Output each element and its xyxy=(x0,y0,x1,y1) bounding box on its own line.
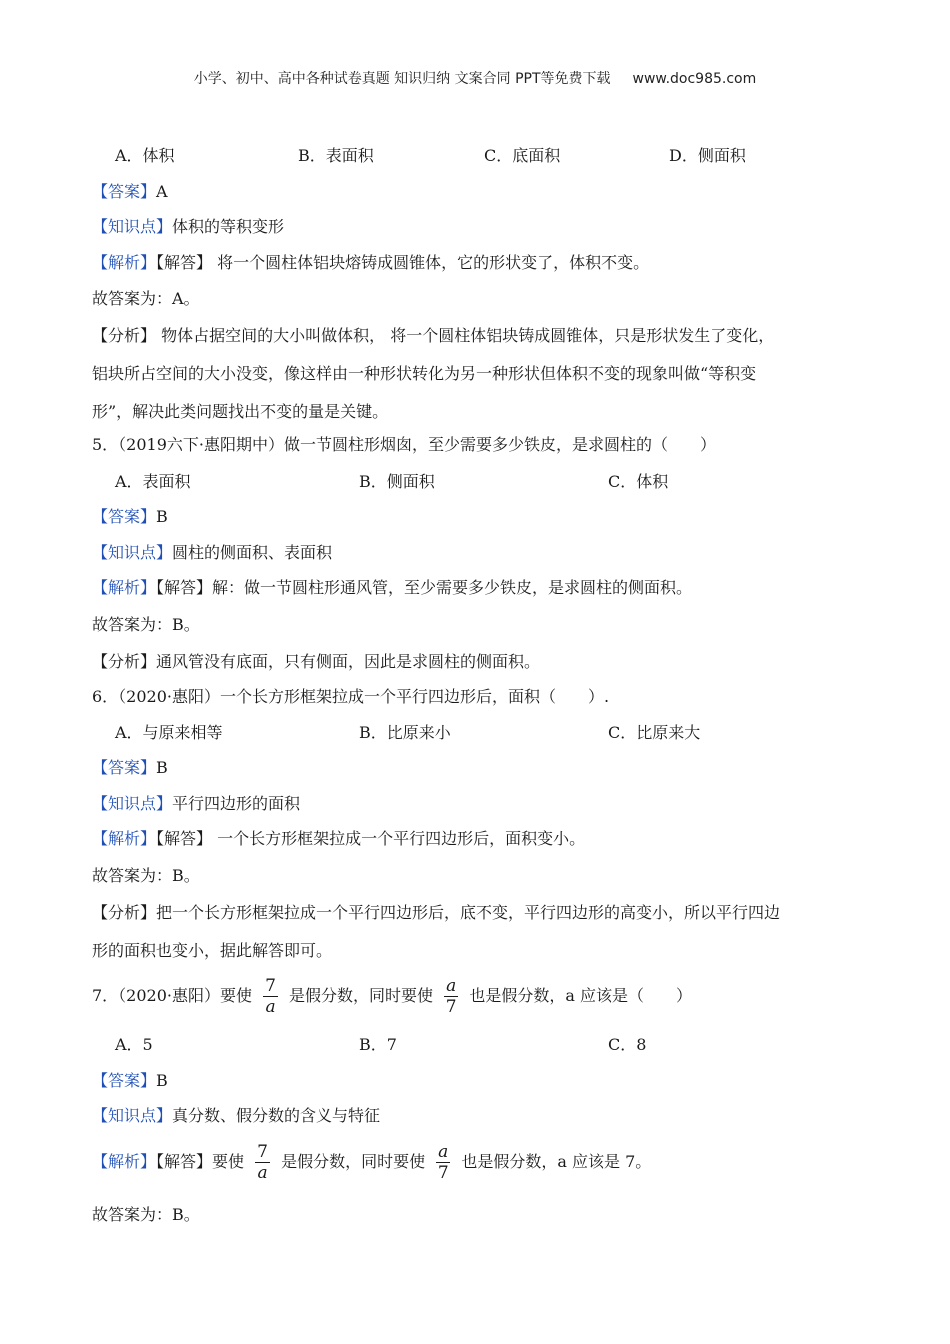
fraction-denominator: a xyxy=(257,1163,268,1183)
q4-knowledge xyxy=(92,216,284,238)
fraction-7-over-a xyxy=(255,1143,270,1182)
knowledge-value: 真分数、假分数的含义与特征 xyxy=(172,1106,381,1125)
answer-tag: 【答案】 xyxy=(92,507,157,526)
fraction-numerator: a xyxy=(438,1142,449,1162)
analysis2-tag: 【分析】 xyxy=(92,652,157,671)
q6-analysis xyxy=(92,902,780,924)
analysis-tag: 【解析】 xyxy=(92,829,157,848)
answer-value: B xyxy=(156,507,168,526)
q6-analysis-line-2: 形的面积也变小，据此解答即可。 xyxy=(92,941,333,960)
q5-conclusion: 故答案为：B。 xyxy=(92,615,200,634)
solution-text: 将一个圆柱体铝块熔铸成圆锥体，它的形状变了，体积不变。 xyxy=(212,253,650,272)
q4-analysis xyxy=(92,325,774,347)
fraction-denominator: 7 xyxy=(445,997,457,1017)
q7-stem-prefix: 7．（2020·惠阳）要使 xyxy=(92,986,252,1005)
fraction-denominator: a xyxy=(265,997,276,1017)
solve-tag: 【解答】 xyxy=(156,253,213,272)
analysis2-text: 通风管没有底面，只有侧面，因此是求圆柱的侧面积。 xyxy=(156,652,541,671)
sol-prefix: 要使 xyxy=(212,1152,245,1171)
q7-option-a: A．5 xyxy=(115,1035,153,1054)
q7-option-b: B．7 xyxy=(359,1035,397,1054)
q7-stem xyxy=(92,976,692,1016)
q7-solution xyxy=(92,1142,651,1182)
fraction-denominator: 7 xyxy=(437,1163,449,1183)
analysis-tag: 【解析】 xyxy=(92,253,157,272)
header-text: 小学、初中、高中各种试卷真题 知识归纳 文案合同 PPT等免费下载 xyxy=(193,71,611,87)
analysis2-line: 把一个长方形框架拉成一个平行四边形后，底不变，平行四边形的高变小，所以平行四边 xyxy=(156,903,781,922)
q6-answer xyxy=(92,757,168,779)
fraction-numerator: 7 xyxy=(257,1142,268,1162)
q5-knowledge xyxy=(92,542,332,564)
q5-option-c: C．体积 xyxy=(608,472,669,491)
q4-option-d: D．侧面积 xyxy=(669,146,746,165)
answer-value: A xyxy=(156,182,168,201)
fraction-a-over-7 xyxy=(444,977,458,1016)
q5-analysis xyxy=(92,651,540,673)
q7-stem-mid: 是假分数，同时要使 xyxy=(289,986,434,1005)
solution-text: 解：做一节圆柱形通风管，至少需要多少铁皮，是求圆柱的侧面积。 xyxy=(212,578,693,597)
q4-answer xyxy=(92,181,168,203)
q4-analysis-line-2: 铝块所占空间的大小没变，像这样由一种形状转化为另一种形状但体积不变的现象叫做“等积变 xyxy=(92,364,757,383)
knowledge-tag: 【知识点】 xyxy=(92,543,173,562)
analysis2-line: 物体占据空间的大小叫做体积， 将一个圆柱体铝块铸成圆锥体，只是形状发生了变化， xyxy=(156,326,775,345)
q7-conclusion: 故答案为：B。 xyxy=(92,1205,200,1224)
knowledge-value: 体积的等积变形 xyxy=(172,217,285,236)
answer-tag: 【答案】 xyxy=(92,1071,157,1090)
q6-solution xyxy=(92,828,585,850)
q5-option-b: B．侧面积 xyxy=(359,472,435,491)
q7-answer xyxy=(92,1070,168,1092)
answer-value: B xyxy=(156,1071,168,1090)
analysis-tag: 【解析】 xyxy=(92,578,157,597)
knowledge-value: 平行四边形的面积 xyxy=(172,794,301,813)
knowledge-tag: 【知识点】 xyxy=(92,1106,173,1125)
q4-solution xyxy=(92,252,649,274)
fraction-7-over-a xyxy=(263,977,278,1016)
q5-solution xyxy=(92,577,692,599)
solve-tag: 【解答】 xyxy=(156,829,213,848)
analysis-tag: 【解析】 xyxy=(92,1152,157,1171)
knowledge-tag: 【知识点】 xyxy=(92,794,173,813)
q5-stem: 5．（2019六下·惠阳期中）做一节圆柱形烟囱，至少需要多少铁皮，是求圆柱的（ ） xyxy=(92,435,716,454)
q7-stem-suffix: 也是假分数，a 应该是（ ） xyxy=(469,986,692,1005)
q5-answer xyxy=(92,506,168,528)
answer-value: B xyxy=(156,758,168,777)
q6-conclusion: 故答案为：B。 xyxy=(92,866,200,885)
sol-suffix: 也是假分数，a 应该是 7。 xyxy=(461,1152,652,1171)
header-site: www.doc985.com xyxy=(632,71,757,87)
answer-tag: 【答案】 xyxy=(92,758,157,777)
fraction-numerator: 7 xyxy=(265,976,276,996)
q6-option-a: A．与原来相等 xyxy=(115,723,223,742)
sol-mid: 是假分数，同时要使 xyxy=(281,1152,426,1171)
page-header xyxy=(0,68,950,88)
q4-option-c: C．底面积 xyxy=(484,146,561,165)
solve-tag: 【解答】 xyxy=(156,1152,213,1171)
q6-option-c: C．比原来大 xyxy=(608,723,701,742)
analysis2-tag: 【分析】 xyxy=(92,903,157,922)
q7-option-c: C．8 xyxy=(608,1035,647,1054)
q4-conclusion: 故答案为：A。 xyxy=(92,289,200,308)
analysis2-tag: 【分析】 xyxy=(92,326,157,345)
answer-tag: 【答案】 xyxy=(92,182,157,201)
fraction-a-over-7 xyxy=(436,1143,450,1182)
knowledge-tag: 【知识点】 xyxy=(92,217,173,236)
solution-text: 一个长方形框架拉成一个平行四边形后，面积变小。 xyxy=(212,829,586,848)
q6-option-b: B．比原来小 xyxy=(359,723,451,742)
q4-option-b: B．表面积 xyxy=(298,146,374,165)
q4-option-a: A．体积 xyxy=(115,146,175,165)
solve-tag: 【解答】 xyxy=(156,578,213,597)
q4-analysis-line-3: 形”，解决此类问题找出不变的量是关键。 xyxy=(92,402,389,421)
q5-option-a: A．表面积 xyxy=(115,472,191,491)
q6-stem: 6．（2020·惠阳）一个长方形框架拉成一个平行四边形后，面积（ ）. xyxy=(92,687,610,706)
fraction-numerator: a xyxy=(446,976,457,996)
q7-knowledge xyxy=(92,1105,380,1127)
knowledge-value: 圆柱的侧面积、表面积 xyxy=(172,543,333,562)
q6-knowledge xyxy=(92,793,300,815)
